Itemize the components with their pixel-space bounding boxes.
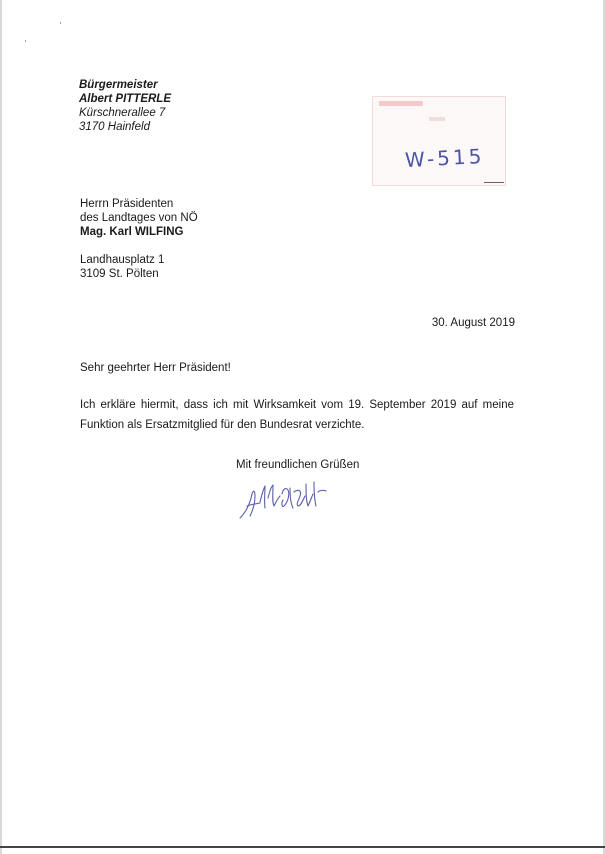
closing: Mit freundlichen Grüßen — [236, 459, 360, 471]
sender-street: Kürschnerallee 7 — [79, 107, 166, 119]
letter-date: 30. August 2019 — [431, 317, 515, 329]
handwritten-signature — [236, 476, 336, 522]
stamp-dash — [484, 182, 504, 183]
scan-speck — [25, 40, 26, 42]
stamp-faint-mark — [429, 117, 445, 121]
recipient-line2: des Landtages von NÖ — [80, 212, 198, 224]
recipient-city: 3109 St. Pölten — [80, 268, 159, 280]
receipt-stamp — [372, 96, 506, 186]
recipient-line1: Herrn Präsidenten — [80, 198, 174, 210]
stamp-number: W-515 — [404, 143, 485, 173]
page-edge-left — [0, 0, 2, 854]
sender-city: 3170 Hainfeld — [79, 121, 150, 133]
recipient-name: Mag. Karl WILFING — [80, 226, 184, 238]
sender-block — [79, 78, 171, 134]
recipient-address — [80, 253, 164, 281]
recipient-block — [80, 197, 198, 239]
salutation: Sehr geehrter Herr Präsident! — [80, 362, 231, 374]
stamp-header-mark — [379, 101, 423, 106]
body-paragraph: Ich erkläre hiermit, dass ich mit Wirksamkeit vom 19. September 2019 auf meine Funktion als Ersatzmitglied für den Bundesrat verzichte. — [80, 399, 514, 431]
sender-name: Albert PITTERLE — [79, 93, 172, 105]
scan-speck — [60, 22, 61, 24]
recipient-street: Landhausplatz 1 — [80, 254, 165, 266]
page-edge-bottom — [0, 846, 605, 848]
sender-title: Bürgermeister — [79, 79, 158, 91]
